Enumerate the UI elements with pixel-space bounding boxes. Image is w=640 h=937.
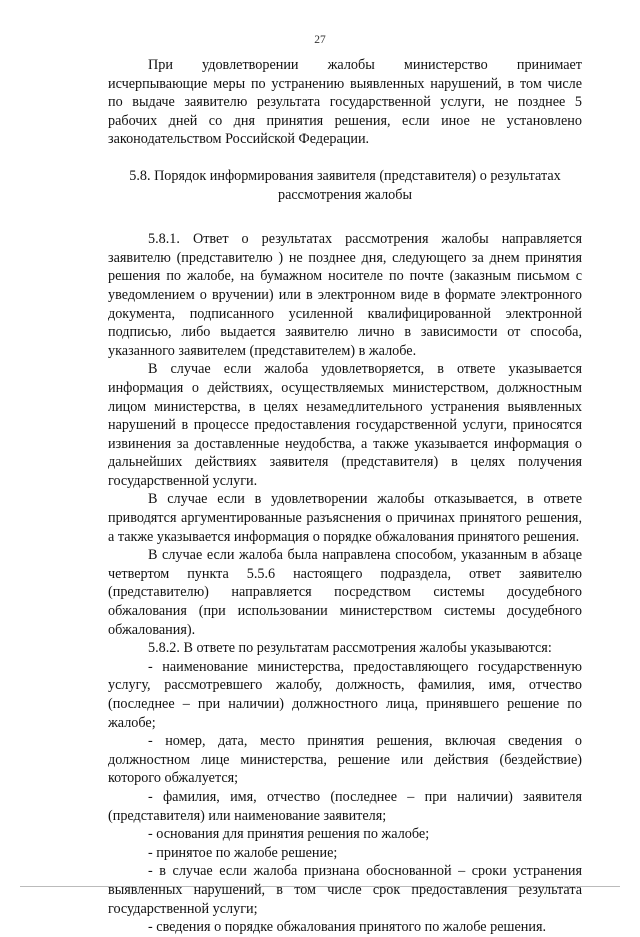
paragraph-complaint-refused: В случае если в удовлетворении жалобы отказывается, в ответе приводятся аргументированные разъяснения о причинах принятого решения, а также указывается информация о порядке обжалования принятого решения. [108,491,582,545]
list-item-decision-grounds: - основания для принятия решения по жалобе; [148,826,430,843]
list-item-decision-taken: - принятое по жалобе решение; [148,844,338,861]
page-number: 27 [314,34,326,46]
page-bottom-rule [20,886,620,887]
paragraph-5-8-2: 5.8.2. В ответе по результатам рассмотрения жалобы указываются: [148,640,552,657]
list-item-appeal-procedure: - сведения о порядке обжалования принятого по жалобе решения. [148,919,547,936]
paragraph-5-8-1: 5.8.1. Ответ о результатах рассмотрения жалобы направляется заявителю (представителю ) не позднее дня, следующего за днем принятия решения по жалобе, на бумажном носителе по почте (заказным письмом с уведомлением о вручении) или в электронном виде в формате электронного документа, подписанного усиленной квалифицированной электронной подписью, либо выдается заявителю лично в зависимости от способа, указанного заявителем (представителем) в жалобе. [108,231,582,359]
list-item-ministry-name: - наименование министерства, предоставляющего государственную услугу, рассмотревшего жалобу, должность, фамилия, имя, отчество (последнее – при наличии) должностного лица, принявшего решение по жалобе; [108,658,582,731]
document-body [108,56,582,937]
section-title-5-8: 5.8. Порядок информирования заявителя (представителя) о результатах рассмотрения жалобы [129,167,561,203]
paragraph-complaint-satisfied: В случае если жалоба удовлетворяется, в ответе указывается информация о действиях, осуществляемых министерством, должностным лицом министерства, в целях незамедлительного устранения выявленных нарушений в процессе предоставления государственной услуги, приносятся извинения за доставленные неудобства, а также указывается информация о дальнейших действиях заявителя (представителя) в целях получения государственной услуги. [108,361,582,489]
paragraph-pre-trial-system: В случае если жалоба была направлена способом, указанным в абзаце четвертом пункта 5.5.6 настоящего подраздела, ответ заявителю (представителю) направляется посредством системы досудебного обжалования (при использовании министерством системы досудебного обжалования). [108,547,582,638]
paragraph-satisfaction-measures: При удовлетворении жалобы министерство принимает исчерпывающие меры по устранению выявленных нарушений, в том числе по выдаче заявителю результата государственной услуги, не позднее 5 рабочих дней со дня принятия решения, если иное не установлено законодательством Российской Федерации. [108,57,582,148]
list-item-applicant-name: - фамилия, имя, отчество (последнее – при наличии) заявителя (представителя) или наименование заявителя; [108,788,582,824]
list-item-decision-details: - номер, дата, место принятия решения, включая сведения о должностном лице министерства, решение или действия (бездействие) которого обжалуется; [108,733,582,787]
list-item-elimination-terms: - в случае если жалоба признана обоснованной – сроки устранения выявленных нарушений, в том числе срок предоставления результата государственной услуги; [108,863,582,917]
